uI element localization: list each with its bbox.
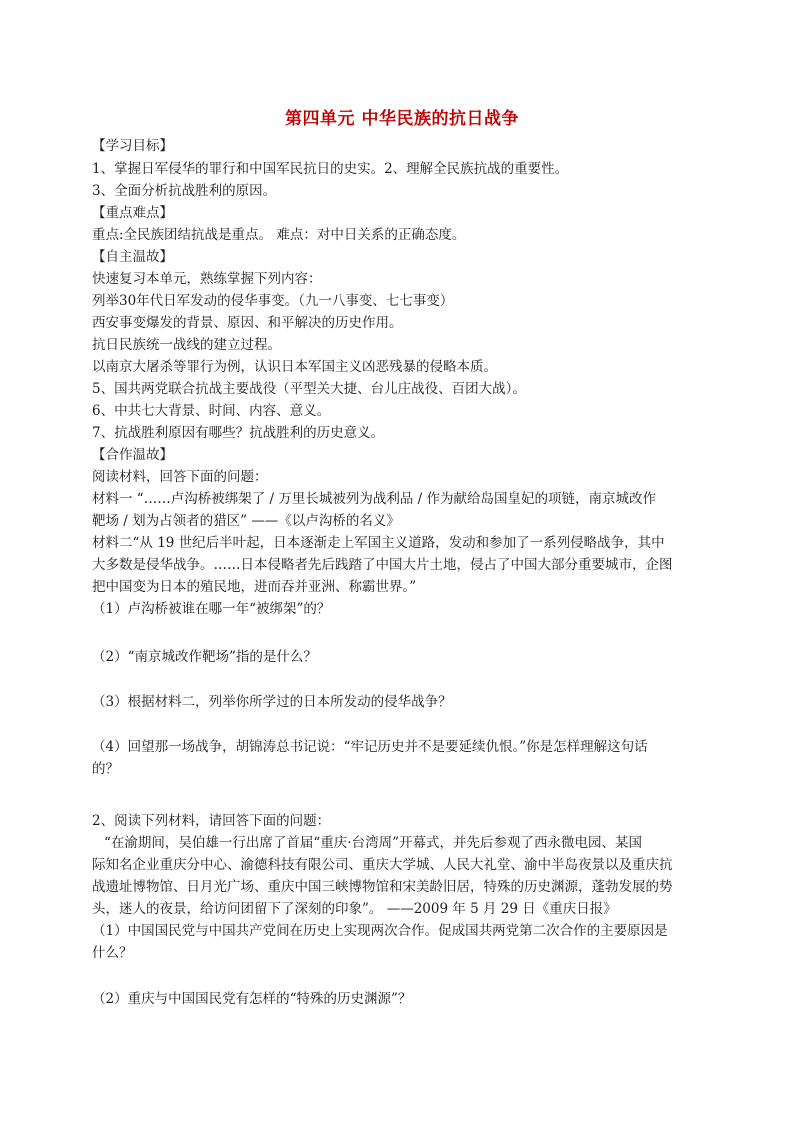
question-4: （4）回望那一场战争，胡锦涛总书记说：“牢记历史并不是要延续仇恨。”你是怎样理解这句话 [92,739,648,755]
review-line: 列举30年代日军发动的侵华事变。（九一八事变、七七事变） [92,293,454,309]
review-line: 以南京大屠杀等罪行为例，认识日本军国主义凶恶残暴的侵略本质。 [92,359,497,375]
instruction-line: 阅读材料，回答下面的问题： [92,469,268,485]
material-two-line: 把中国变为日本的殖民地，进而吞并亚洲、称霸世界。” [92,579,417,595]
question-4-continued: 的？ [92,761,119,777]
objective-line: 1、掌握日军侵华的罪行和中国军民抗日的史实。2、理解全民族抗战的重要性。 [92,161,569,177]
review-line: 5、国共两党联合抗战主要战役（平型关大捷、台儿庄战役、百团大战）。 [92,381,526,397]
exercise-2-question-1-continued: 什么？ [92,945,133,961]
section-heading-cooperative-review: 【合作温故】 [92,447,173,463]
exercise-2-material-line: 头，迷人的夜景，给访问团留下了深刻的印象”。 ——2009 年 5 月 29 日《重庆日报》 [92,901,617,917]
material-two-line: 大多数是侵华战争。……日本侵略者先后践踏了中国大片土地，侵占了中国大部分重要城市，企图 [92,557,673,573]
material-two-line: 材料二“从 19 世纪后半叶起，日本逐渐走上军国主义道路，发动和参加了一系列侵略战争，其中 [92,535,665,551]
key-points-line: 重点:全民族团结抗战是重点。 难点：对中日关系的正确态度。 [92,227,466,243]
question-1: （1）卢沟桥被谁在哪一年“被绑架”的？ [92,601,331,617]
review-line: 6、中共七大背景、时间、内容、意义。 [92,403,331,419]
exercise-2-material-line: 际知名企业重庆分中心、渝德科技有限公司、重庆大学城、人民大礼堂、渝中半岛夜景以及重庆抗 [92,857,673,873]
page-title: 第四单元 中华民族的抗日战争 [285,109,519,129]
objective-line: 3、全面分析抗战胜利的原因。 [92,183,277,199]
review-line: 7、抗战胜利原因有哪些？抗战胜利的历史意义。 [92,425,385,441]
exercise-2-heading: 2、阅读下列材料，请回答下面的问题： [92,813,331,829]
material-one-line: 靶场 / 划为占领者的猎区” ——《以卢沟桥的名义》 [92,513,400,529]
exercise-2-question-1: （1）中国国民党与中国共产党间在历史上实现两次合作。促成国共两党第二次合作的主要原因是 [92,923,668,939]
question-2: （2）“南京城改作靶场”指的是什么？ [92,649,317,665]
material-one-line: 材料一 “……卢沟桥被绑架了 / 万里长城被列为战利品 / 作为献给岛国皇妃的项链，南京城改作 [92,491,656,507]
review-line: 快速复习本单元，熟练掌握下列内容： [92,271,322,287]
exercise-2-material-line: 战遗址博物馆、日月光广场、重庆中国三峡博物馆和宋美龄旧居，特殊的历史渊源，蓬勃发展的势 [92,879,673,895]
section-heading-objectives: 【学习目标】 [92,138,173,154]
exercise-2-material-line: “在渝期间，吴伯雄一行出席了首届“重庆·台湾周”开幕式，并先后参观了西永微电园、某国 [104,835,642,851]
section-heading-key-points: 【重点难点】 [92,205,173,221]
section-heading-self-review: 【自主温故】 [92,249,173,265]
review-line: 抗日民族统一战线的建立过程。 [92,337,281,353]
question-3: （3）根据材料二，列举你所学过的日本所发动的侵华战争？ [92,694,452,710]
review-line: 西安事变爆发的背景、原因、和平解决的历史作用。 [92,315,403,331]
exercise-2-question-2: （2）重庆与中国国民党有怎样的“特殊的历史渊源”？ [92,991,412,1007]
